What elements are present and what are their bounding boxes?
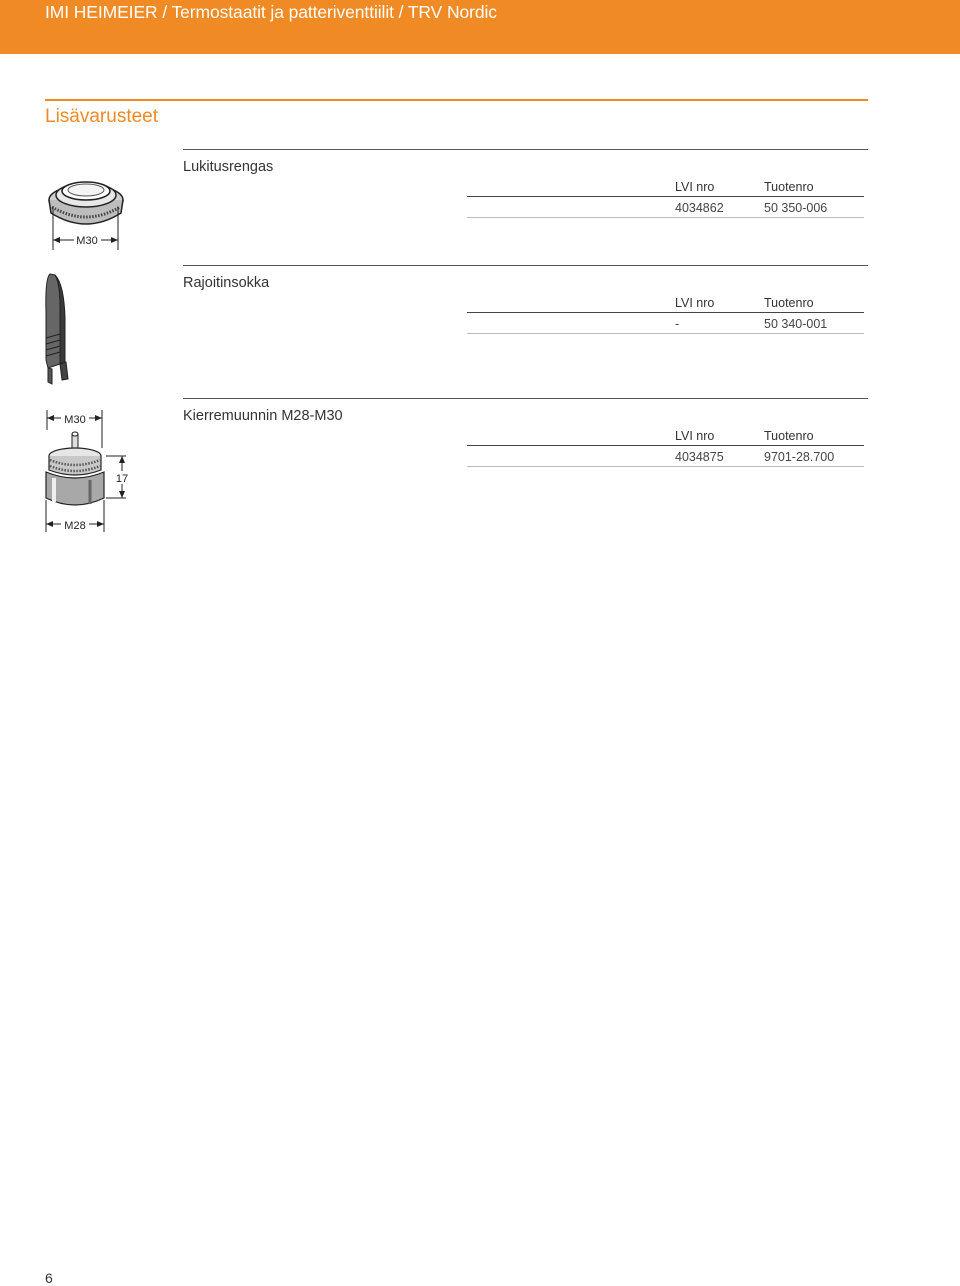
header-lvi: LVI nro [675,296,715,310]
table-header [467,294,864,313]
product-rule [183,265,868,266]
limiting-pin-illustration [38,272,78,388]
cell-lvi: - [675,317,680,331]
header-title: IMI HEIMEIER / Termostaatit ja patteriventtiilit / TRV Nordic [45,2,497,22]
section-rule [45,99,868,101]
section-title: Lisävarusteet [45,106,159,127]
product-table [467,294,864,334]
product-table [467,178,864,218]
header-lvi: LVI nro [675,180,715,194]
table-row [467,313,864,334]
table-header [467,178,864,197]
product-table [467,427,864,467]
page-number: 6 [45,1270,53,1286]
table-header [467,427,864,446]
header-bar [0,0,960,54]
cell-tuotenro: 50 340-001 [764,317,828,331]
header-lvi: LVI nro [675,429,715,443]
dim-m30-label: M30 [76,235,98,247]
dim-bottom-label: M28 [64,520,86,532]
table-row [467,446,864,467]
product-name: Kierremuunnin M28-M30 [183,408,343,424]
header-tuotenro: Tuotenro [764,429,814,443]
thread-adapter-illustration [44,408,134,536]
dim-top-label: M30 [64,414,86,426]
locking-ring-illustration [44,155,144,253]
table-row [467,197,864,218]
header-tuotenro: Tuotenro [764,180,814,194]
cell-lvi: 4034875 [675,450,724,464]
dim-height-label: 17 [115,473,129,485]
header-tuotenro: Tuotenro [764,296,814,310]
cell-tuotenro: 50 350-006 [764,201,828,215]
cell-lvi: 4034862 [675,201,724,215]
product-rule [183,149,868,150]
cell-tuotenro: 9701-28.700 [764,450,835,464]
product-name: Lukitusrengas [183,159,274,175]
product-rule [183,398,868,399]
product-name: Rajoitinsokka [183,275,270,291]
